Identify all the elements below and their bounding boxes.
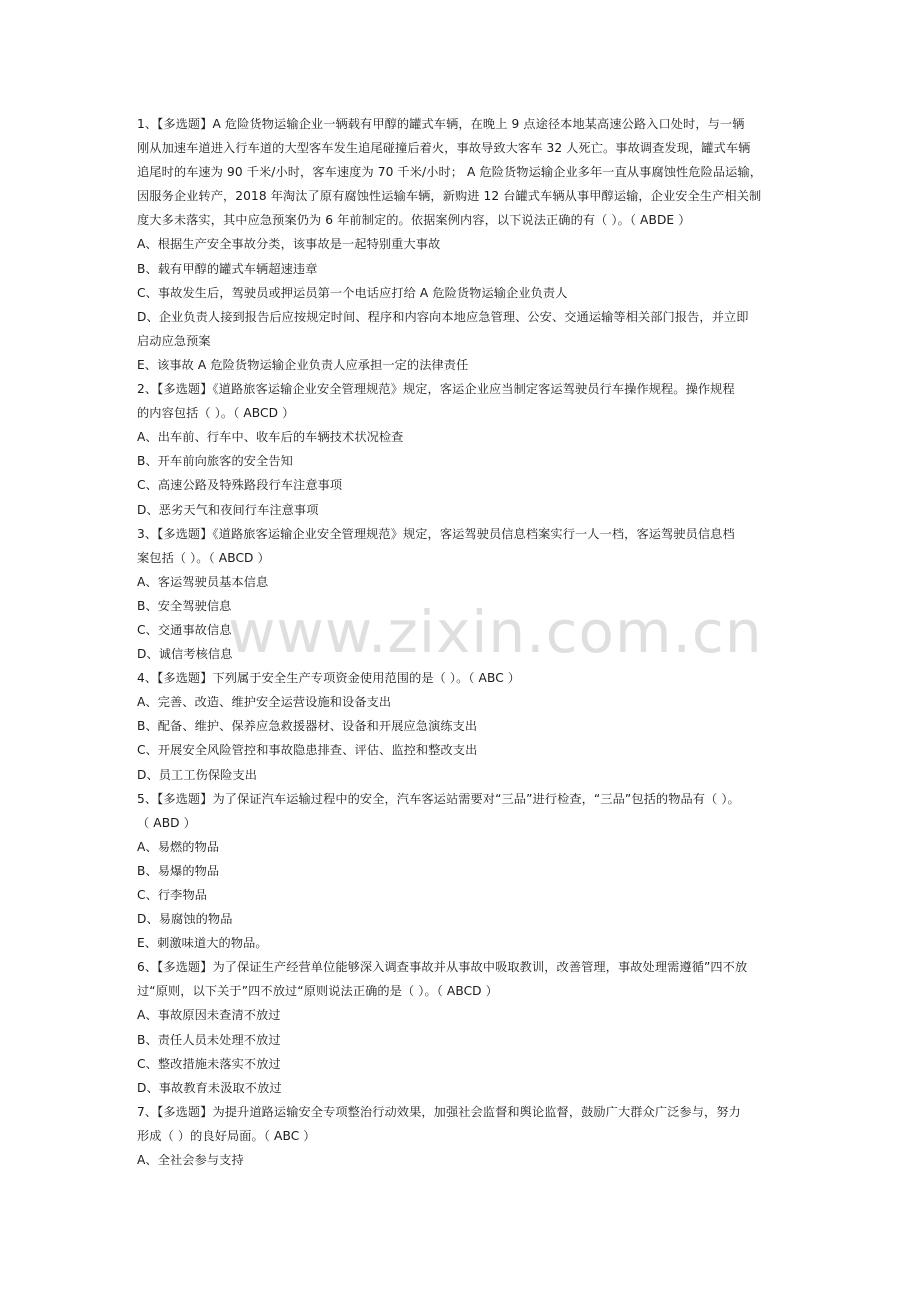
- text-line: C、事故发生后，驾驶员或押运员第一个电话应打给 A 危险货物运输企业负责人: [137, 285, 568, 300]
- text-line: B、易爆的物品: [137, 863, 220, 878]
- text-line: A、根据生产安全事故分类，该事故是一起特别重大事故: [137, 237, 441, 252]
- text-line: B、责任人员未处理不放过: [137, 1032, 281, 1047]
- text-line: 4、【多选题】下列属于安全生产专项资金使用范围的是（ ）。（ ABC ）: [137, 671, 521, 686]
- text-line: 形成（ ）的良好局面。（ ABC ）: [137, 1128, 316, 1143]
- text-line: A、易燃的物品: [137, 839, 220, 854]
- text-line: 1、【多选题】A 危险货物运输企业一辆载有甲醇的罐式车辆，在晚上 9 点途径本地某高速公路入口处时，与一辆: [137, 117, 745, 131]
- text-line: B、安全驾驶信息: [137, 598, 232, 613]
- text-line: C、高速公路及特殊路段行车注意事项: [137, 478, 343, 493]
- text-line: C、交通事故信息: [137, 622, 232, 637]
- text-line: E、刺激味道大的物品。: [137, 936, 268, 951]
- text-line: 5、【多选题】为了保证汽车运输过程中的安全，汽车客运站需要对“三品”进行检查，“三品”包括的物品有（ ）。: [137, 791, 740, 806]
- text-line: D、事故教育未汲取不放过: [137, 1080, 282, 1095]
- text-line: C、开展安全风险管控和事故隐患排查、评估、监控和整改支出: [137, 743, 478, 758]
- text-line: 2、【多选题】《道路旅客运输企业安全管理规范》规定，客运企业应当制定客运驾驶员行车操作规程。操作规程: [137, 382, 735, 397]
- text-line: 6、【多选题】为了保证生产经营单位能够深入调查事故并从事故中吸取教训，改善管理，事故处理需遵循”四不放: [137, 960, 748, 975]
- text-line: D、员工工伤保险支出: [137, 767, 258, 782]
- text-line: E、该事故 A 危险货物运输企业负责人应承担一定的法律责任: [137, 357, 469, 372]
- text-line: A、全社会参与支持: [137, 1153, 244, 1168]
- text-line: 3、【多选题】《道路旅客运输企业安全管理规范》规定，客运驾驶员信息档案实行一人一档，客运驾驶员信息档: [137, 526, 735, 541]
- text-line: 过“原则，以下关于”四不放过“原则说法正确的是（ ）。（ ABCD ）: [137, 984, 498, 999]
- text-line: 的内容包括（ ）。（ ABCD ）: [137, 406, 295, 421]
- text-line: B、开车前向旅客的安全告知: [137, 454, 293, 469]
- text-line: D、诚信考核信息: [137, 647, 233, 662]
- text-line: 7、【多选题】为提升道路运输安全专项整治行动效果，加强社会监督和舆论监督，鼓励广大群众广泛参与，努力: [137, 1104, 741, 1119]
- text-line: A、客运驾驶员基本信息: [137, 574, 269, 589]
- text-line: C、整改措施未落实不放过: [137, 1056, 281, 1071]
- document-body: [137, 112, 785, 1172]
- text-line: （ ABD ）: [137, 815, 196, 830]
- text-line: 启动应急预案: [137, 333, 211, 348]
- text-line: D、易腐蚀的物品: [137, 912, 233, 927]
- text-line: D、企业负责人接到报告后应按规定时间、程序和内容向本地应急管理、公安、交通运输等相关部门报告，并立即: [137, 309, 749, 324]
- text-line: 度大多未落实，其中应急预案仍为 6 年前制定的。依据案例内容，以下说法正确的有（ ）。（ ABDE ）: [137, 213, 691, 228]
- watermark: www.zixin.com.cn: [228, 598, 763, 666]
- text-line: A、事故原因未查清不放过: [137, 1008, 281, 1023]
- text-line: 案包括（ ）。（ ABCD ）: [137, 550, 270, 565]
- text-line: A、完善、改造、维护安全运营设施和设备支出: [137, 695, 392, 710]
- text-line: A、出车前、行车中、收车后的车辆技术状况检查: [137, 430, 404, 445]
- text-line: 刚从加速车道进入行车道的大型客车发生追尾碰撞后着火，事故导致大客车 32 人死亡。事故调查发现，罐式车辆: [137, 141, 751, 156]
- text-line: 因服务企业转产，2018 年淘汰了原有腐蚀性运输车辆，新购进 12 台罐式车辆从事甲醇运输，企业安全生产相关制: [137, 189, 762, 204]
- text-line: 追尾时的车速为 90 千米/小时，客车速度为 70 千米/小时； A 危险货物运输企业多年一直从事腐蚀性危险品运输，: [137, 165, 763, 180]
- text-line: C、行李物品: [137, 888, 208, 902]
- text-line: D、恶劣天气和夜间行车注意事项: [137, 502, 319, 517]
- text-line: B、配备、维护、保养应急救援器材、设备和开展应急演练支出: [137, 719, 478, 734]
- text-line: B、载有甲醇的罐式车辆超速违章: [137, 261, 318, 276]
